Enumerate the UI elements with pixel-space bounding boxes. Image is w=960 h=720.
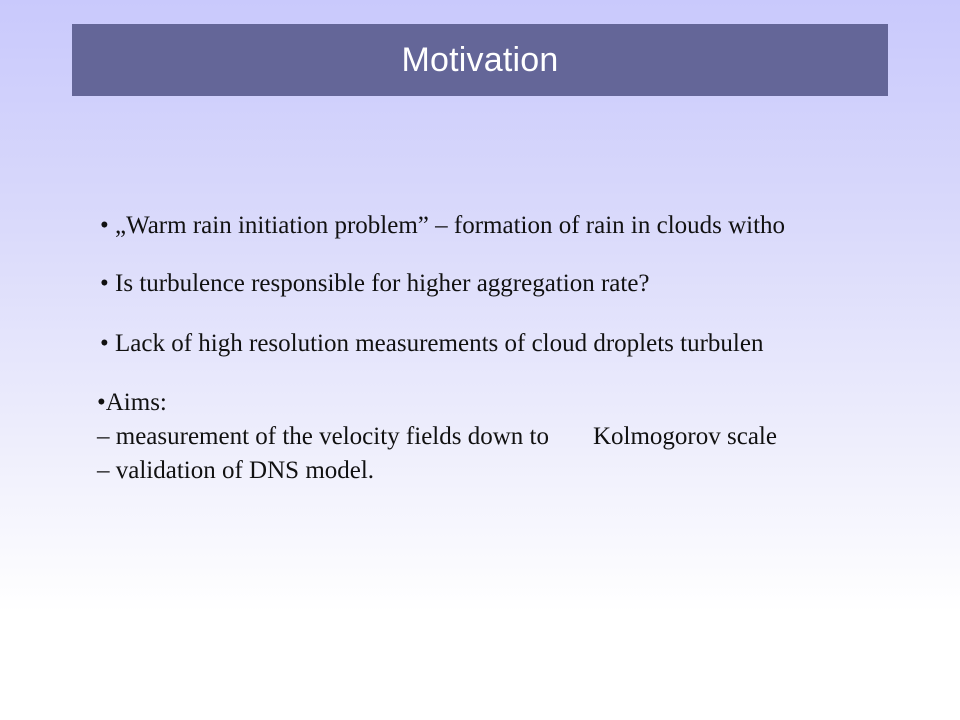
aims-item-text-a: – measurement of the velocity fields down to [97, 423, 549, 450]
aims-item-text-b: Kolmogorov scale [592, 423, 777, 450]
bullet-turbulence [100, 269, 650, 299]
bullet-warm-rain [100, 211, 785, 241]
aims-item-dns: – validation of DNS model. [97, 457, 375, 484]
slide-title: Motivation [401, 40, 559, 79]
aims-block [97, 386, 777, 488]
bullet-marker: • [100, 212, 109, 239]
bullet-measurements [100, 329, 763, 359]
bullet-text-b: turbulen [680, 330, 764, 357]
bullet-text: Is turbulence responsible for higher aggregation rate? [115, 270, 650, 297]
aims-item-velocity [97, 420, 777, 454]
bullet-marker: • [100, 270, 109, 297]
aims-heading: •Aims: [97, 389, 167, 416]
bullet-text-a: Lack of high resolution measurements of cloud droplets [115, 330, 674, 357]
bullet-text: „Warm rain initiation problem” – formation of rain in clouds witho [115, 212, 786, 239]
bullet-marker: • [100, 330, 109, 357]
title-bar [72, 24, 888, 96]
